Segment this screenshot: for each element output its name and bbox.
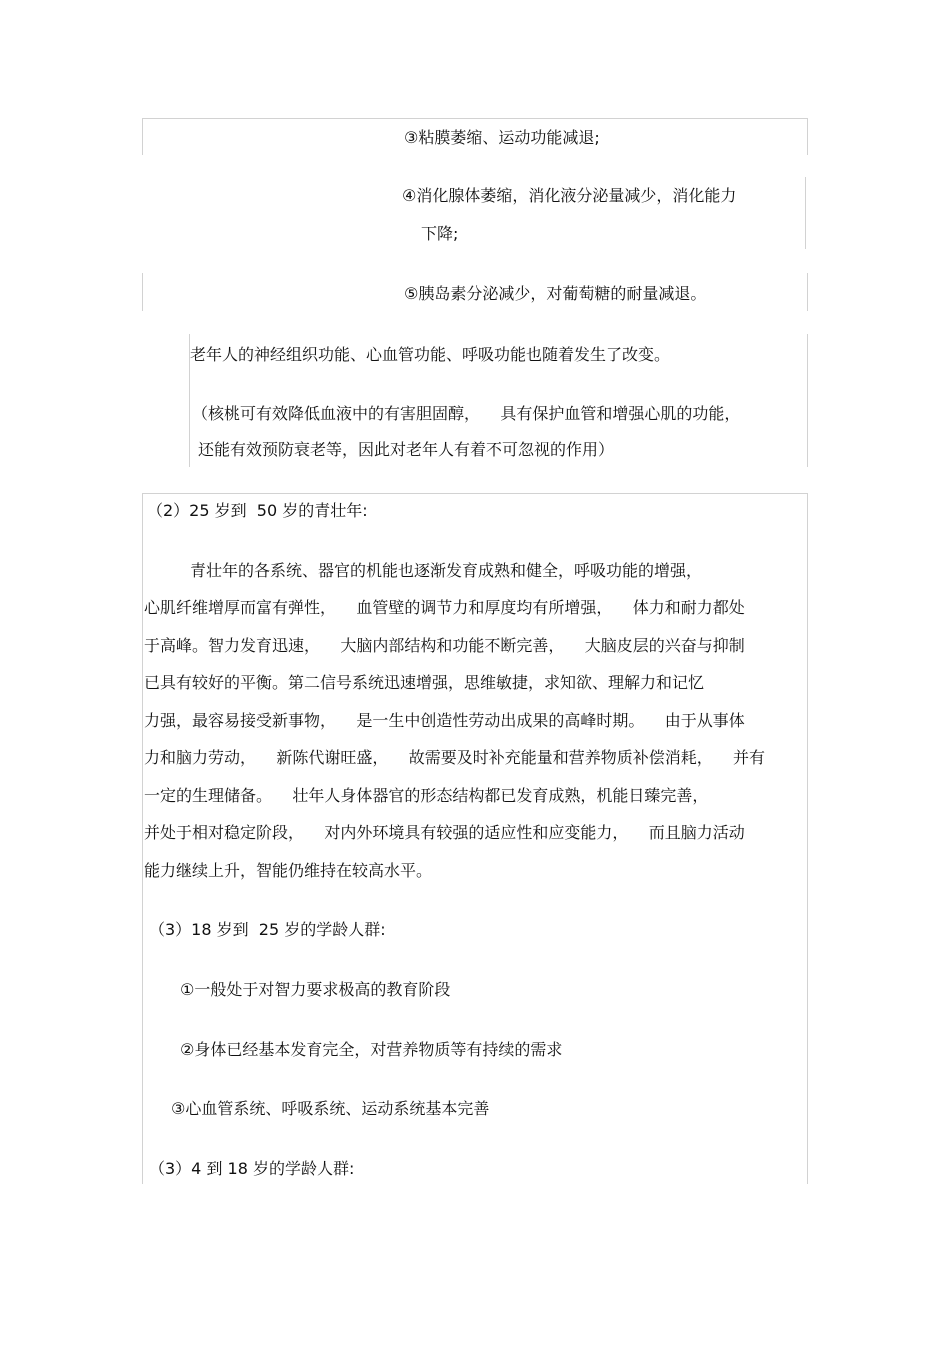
list-item-4-line-2: 下降; [421,224,459,243]
walnut-note-line-1: （核桃可有效降低血液中的有害胆固醇， 具有保护血管和增强心肌的功能， [192,404,741,423]
section-2-text-line: 已具有较好的平衡。第二信号系统迅速增强，思维敏捷，求知欲、理解力和记忆 [144,673,705,692]
section-2-heading: （2）25 岁到 50 岁的青壮年: [147,501,368,520]
section-3-item-1: ①一般处于对智力要求极高的教育阶段 [180,980,451,999]
section-3-heading: （3）18 岁到 25 岁的学龄人群: [149,920,386,939]
section-2-text-line: 力和脑力劳动， 新陈代谢旺盛， 故需要及时补充能量和营养物质补偿消耗， 并有 [144,748,766,767]
list-item-3: ③粘膜萎缩、运动功能减退; [404,128,600,147]
section-2-text-line: 能力继续上升，智能仍维持在较高水平。 [144,861,433,880]
list-item-4-line-1: ④消化腺体萎缩，消化液分泌量减少，消化能力 [402,186,737,205]
section-3-item-3: ③心血管系统、呼吸系统、运动系统基本完善 [171,1099,490,1118]
cell-frame-2 [805,177,806,249]
walnut-note-line-2: 还能有效预防衰老等，因此对老年人有着不可忽视的作用） [198,440,615,459]
section-3-item-2: ②身体已经基本发育完全，对营养物质等有持续的需求 [180,1040,563,1059]
section-4-heading: （3）4 到 18 岁的学龄人群: [149,1159,355,1178]
elder-note: 老年人的神经组织功能、心血管功能、呼吸功能也随着发生了改变。 [190,345,671,364]
section-2-text-line: 并处于相对稳定阶段， 对内外环境具有较强的适应性和应变能力， 而且脑力活动 [144,823,745,842]
section-2-text-line: 于高峰。智力发育迅速， 大脑内部结构和功能不断完善， 大脑皮层的兴奋与抑制 [144,636,745,655]
section-2-text-line: 青壮年的各系统、器官的机能也逐渐发育成熟和健全，呼吸功能的增强， [190,561,703,580]
section-2-text-line: 心肌纤维增厚而富有弹性， 血管壁的调节力和厚度均有所增强， 体力和耐力都处 [144,598,745,617]
list-item-5: ⑤胰岛素分泌减少，对葡萄糖的耐量减退。 [404,284,707,303]
section-2-text-line: 一定的生理储备。 壮年人身体器官的形态结构都已发育成熟，机能日臻完善， [144,786,709,805]
section-2-text-line: 力强，最容易接受新事物， 是一生中创造性劳动出成果的高峰时期。 由于从事体 [144,711,745,730]
